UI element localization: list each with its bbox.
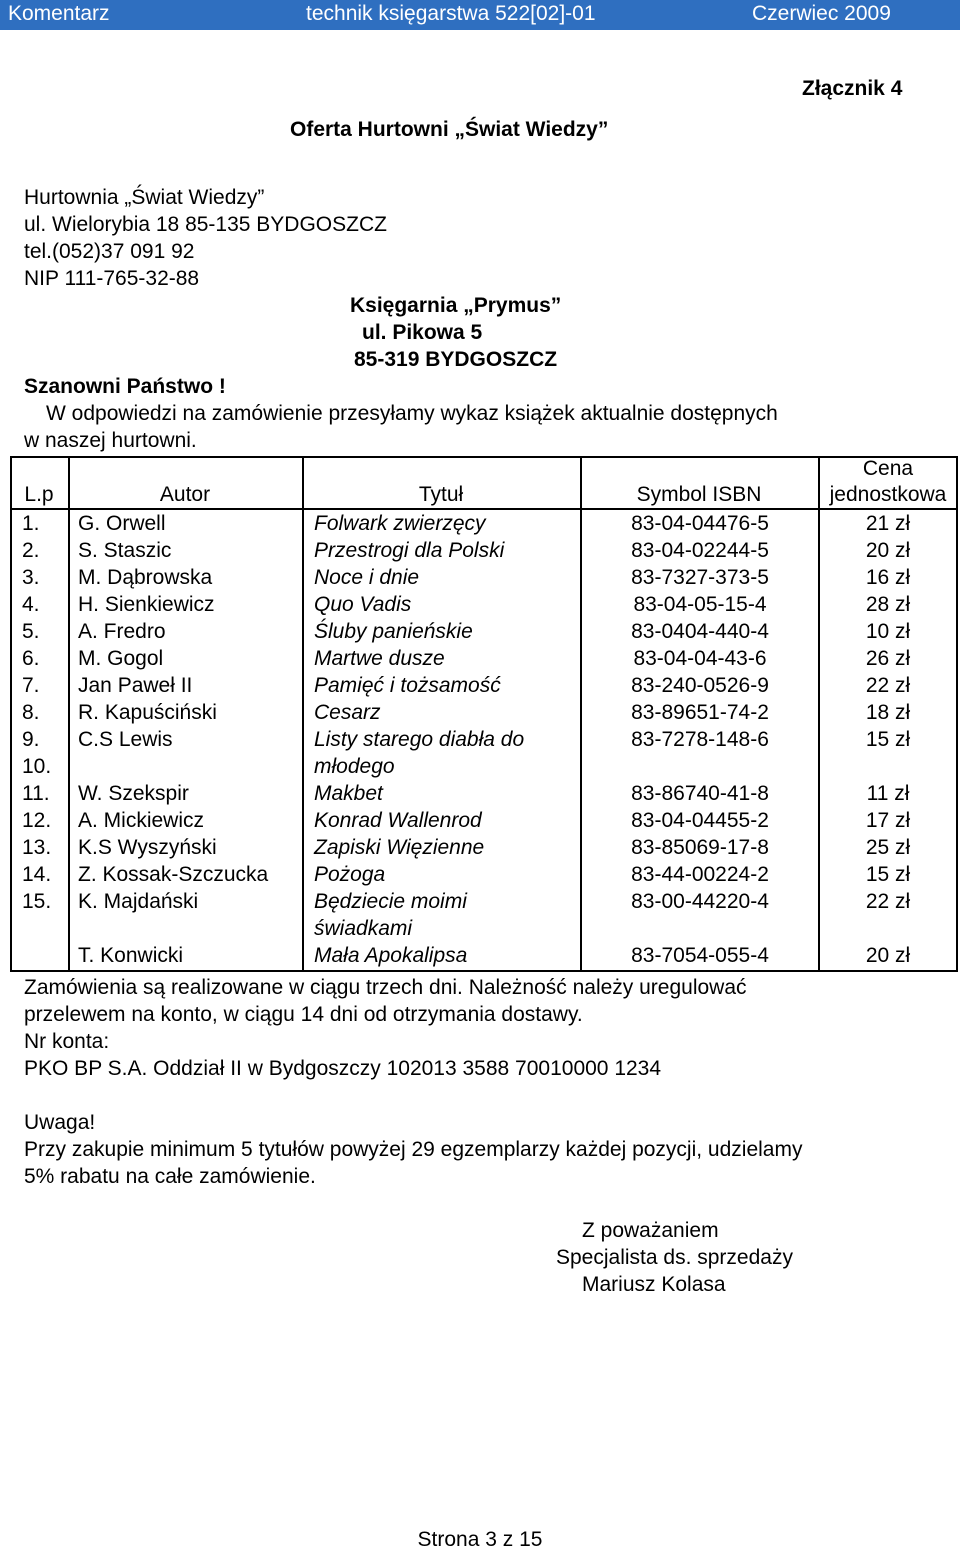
isbn-cell: 83-7278-148-6 (631, 728, 769, 751)
header-lp: L.p (24, 483, 54, 506)
autor-cell: K. Majdański (78, 890, 199, 913)
autor-cell: Jan Paweł II (78, 674, 193, 697)
recipient-city: 85-319 BYDGOSZCZ (354, 348, 558, 371)
autor-cell: C.S Lewis (78, 728, 173, 751)
lp-cell: 2. (22, 539, 40, 562)
tytul-cell: Noce i dnie (314, 566, 420, 589)
lp-cell: 4. (22, 593, 40, 616)
lp-cell: 15. (22, 890, 52, 913)
cena-cell: 18 zł (865, 701, 911, 724)
header-center: technik księgarstwa 522[02]-01 (306, 2, 596, 25)
header-isbn: Symbol ISBN (636, 483, 762, 506)
isbn-cell: 83-240-0526-9 (631, 674, 769, 697)
signature-line-2: Specjalista ds. sprzedaży (556, 1246, 793, 1269)
lp-cell: 12. (22, 809, 52, 832)
autor-cell: R. Kapuściński (78, 701, 217, 724)
table-col-divider (302, 456, 304, 972)
header-tytul: Tytuł (418, 483, 464, 506)
sender-nip: NIP 111-765-32-88 (24, 267, 200, 290)
cena-cell: 16 zł (865, 566, 911, 589)
header-left: Komentarz (8, 2, 110, 25)
tytul-cell: Mała Apokalipsa (314, 944, 468, 967)
cena-cell: 20 zł (865, 944, 911, 967)
sender-address: ul. Wielorybia 18 85-135 BYDGOSZCZ (24, 213, 387, 236)
lp-cell: 13. (22, 836, 52, 859)
book-table (10, 456, 958, 972)
autor-cell: H. Sienkiewicz (78, 593, 215, 616)
header-cena-line-1: Cena (862, 457, 914, 480)
cena-cell: 20 zł (865, 539, 911, 562)
tytul-cell: Folwark zwierzęcy (314, 512, 486, 535)
autor-cell: Z. Kossak-Szczucka (78, 863, 269, 886)
tytul-cell: Martwe dusze (314, 647, 445, 670)
isbn-cell: 83-04-04-43-6 (633, 647, 767, 670)
cena-cell: 10 zł (865, 620, 911, 643)
header-autor: Autor (159, 483, 211, 506)
isbn-cell: 83-85069-17-8 (631, 836, 769, 859)
tytul-cell-continued: młodego (314, 755, 395, 778)
table-border-top (10, 456, 958, 458)
isbn-cell: 83-04-05-15-4 (633, 593, 767, 616)
header-cena (818, 456, 958, 508)
intro-line-2: w naszej hurtowni. (24, 429, 197, 452)
isbn-cell: 83-7054-055-4 (631, 944, 769, 967)
note-label: Uwaga! (24, 1111, 96, 1134)
tytul-cell: Cesarz (314, 701, 381, 724)
cena-cell: 22 zł (865, 890, 911, 913)
lp-cell: 3. (22, 566, 40, 589)
account-number: PKO BP S.A. Oddział II w Bydgoszczy 102013 3588 70010000 1234 (24, 1057, 662, 1080)
recipient-name: Księgarnia „Prymus” (350, 294, 562, 317)
payment-line-2: przelewem na konto, w ciągu 14 dni od otrzymania dostawy. (24, 1003, 583, 1026)
lp-cell: 7. (22, 674, 40, 697)
table-border-bottom (10, 970, 958, 972)
tytul-cell: Zapiski Więzienne (314, 836, 485, 859)
table-border-left (10, 456, 12, 972)
lp-cell: 9. (22, 728, 40, 751)
isbn-cell: 83-04-02244-5 (631, 539, 769, 562)
isbn-cell: 83-04-04455-2 (631, 809, 769, 832)
page-header (0, 0, 960, 30)
isbn-cell: 83-44-00224-2 (631, 863, 769, 886)
lp-cell: 14. (22, 863, 52, 886)
signature-line-3: Mariusz Kolasa (582, 1273, 726, 1296)
isbn-cell: 83-86740-41-8 (631, 782, 769, 805)
sender-phone: tel.(052)37 091 92 (24, 240, 195, 263)
isbn-cell: 83-00-44220-4 (631, 890, 769, 913)
tytul-cell: Konrad Wallenrod (314, 809, 482, 832)
tytul-cell: Pożoga (314, 863, 386, 886)
tytul-cell: Quo Vadis (314, 593, 412, 616)
greeting: Szanowni Państwo ! (24, 375, 226, 398)
isbn-cell: 83-04-04476-5 (631, 512, 769, 535)
note-line-1: Przy zakupie minimum 5 tytułów powyżej 29 egzemplarzy każdej pozycji, udzielamy (24, 1138, 803, 1161)
lp-cell: 8. (22, 701, 40, 724)
autor-cell: A. Fredro (78, 620, 166, 643)
autor-cell: M. Gogol (78, 647, 164, 670)
tytul-cell: Będziecie moimi (314, 890, 467, 913)
isbn-cell: 83-89651-74-2 (631, 701, 769, 724)
cena-cell: 25 zł (865, 836, 911, 859)
header-cena-line-2: jednostkowa (829, 483, 947, 506)
recipient-street: ul. Pikowa 5 (362, 321, 483, 344)
document-title: Oferta Hurtowni „Świat Wiedzy” (290, 118, 609, 141)
cena-cell: 28 zł (865, 593, 911, 616)
tytul-cell: Śluby panieńskie (314, 620, 473, 643)
cena-cell: 21 zł (865, 512, 911, 535)
autor-cell: W. Szekspir (78, 782, 189, 805)
tytul-cell: Listy starego diabła do (314, 728, 525, 751)
tytul-cell: Makbet (314, 782, 383, 805)
sender-name: Hurtownia „Świat Wiedzy” (24, 186, 265, 209)
table-col-divider (68, 456, 70, 972)
lp-cell: 10. (22, 755, 52, 778)
cena-cell: 11 zł (866, 782, 910, 805)
cena-cell: 26 zł (865, 647, 911, 670)
note-line-2: 5% rabatu na całe zamówienie. (24, 1165, 316, 1188)
signature-line-1: Z poważaniem (582, 1219, 719, 1242)
header-right: Czerwiec 2009 (752, 2, 891, 25)
lp-cell: 11. (22, 782, 50, 805)
cena-cell: 15 zł (865, 728, 911, 751)
autor-cell: S. Staszic (78, 539, 172, 562)
payment-line-1: Zamówienia są realizowane w ciągu trzech dni. Należność należy uregulować (24, 976, 747, 999)
cena-cell: 22 zł (865, 674, 911, 697)
lp-cell: 1. (22, 512, 40, 535)
cena-cell: 15 zł (865, 863, 911, 886)
attachment-label: Złącznik 4 (802, 77, 903, 100)
tytul-cell: Przestrogi dla Polski (314, 539, 505, 562)
autor-cell: T. Konwicki (78, 944, 184, 967)
autor-cell: G. Orwell (78, 512, 166, 535)
tytul-cell-continued: świadkami (314, 917, 413, 940)
autor-cell: M. Dąbrowska (78, 566, 213, 589)
account-label: Nr konta: (24, 1030, 110, 1053)
autor-cell: K.S Wyszyński (78, 836, 217, 859)
isbn-cell: 83-7327-373-5 (631, 566, 769, 589)
lp-cell: 5. (22, 620, 40, 643)
isbn-cell: 83-0404-440-4 (631, 620, 769, 643)
page-number: Strona 3 z 15 (417, 1528, 543, 1551)
lp-cell: 6. (22, 647, 40, 670)
cena-cell: 17 zł (865, 809, 911, 832)
tytul-cell: Pamięć i tożsamość (314, 674, 501, 697)
autor-cell: A. Mickiewicz (78, 809, 205, 832)
intro-line-1: W odpowiedzi na zamówienie przesyłamy wykaz książek aktualnie dostępnych (46, 402, 778, 425)
